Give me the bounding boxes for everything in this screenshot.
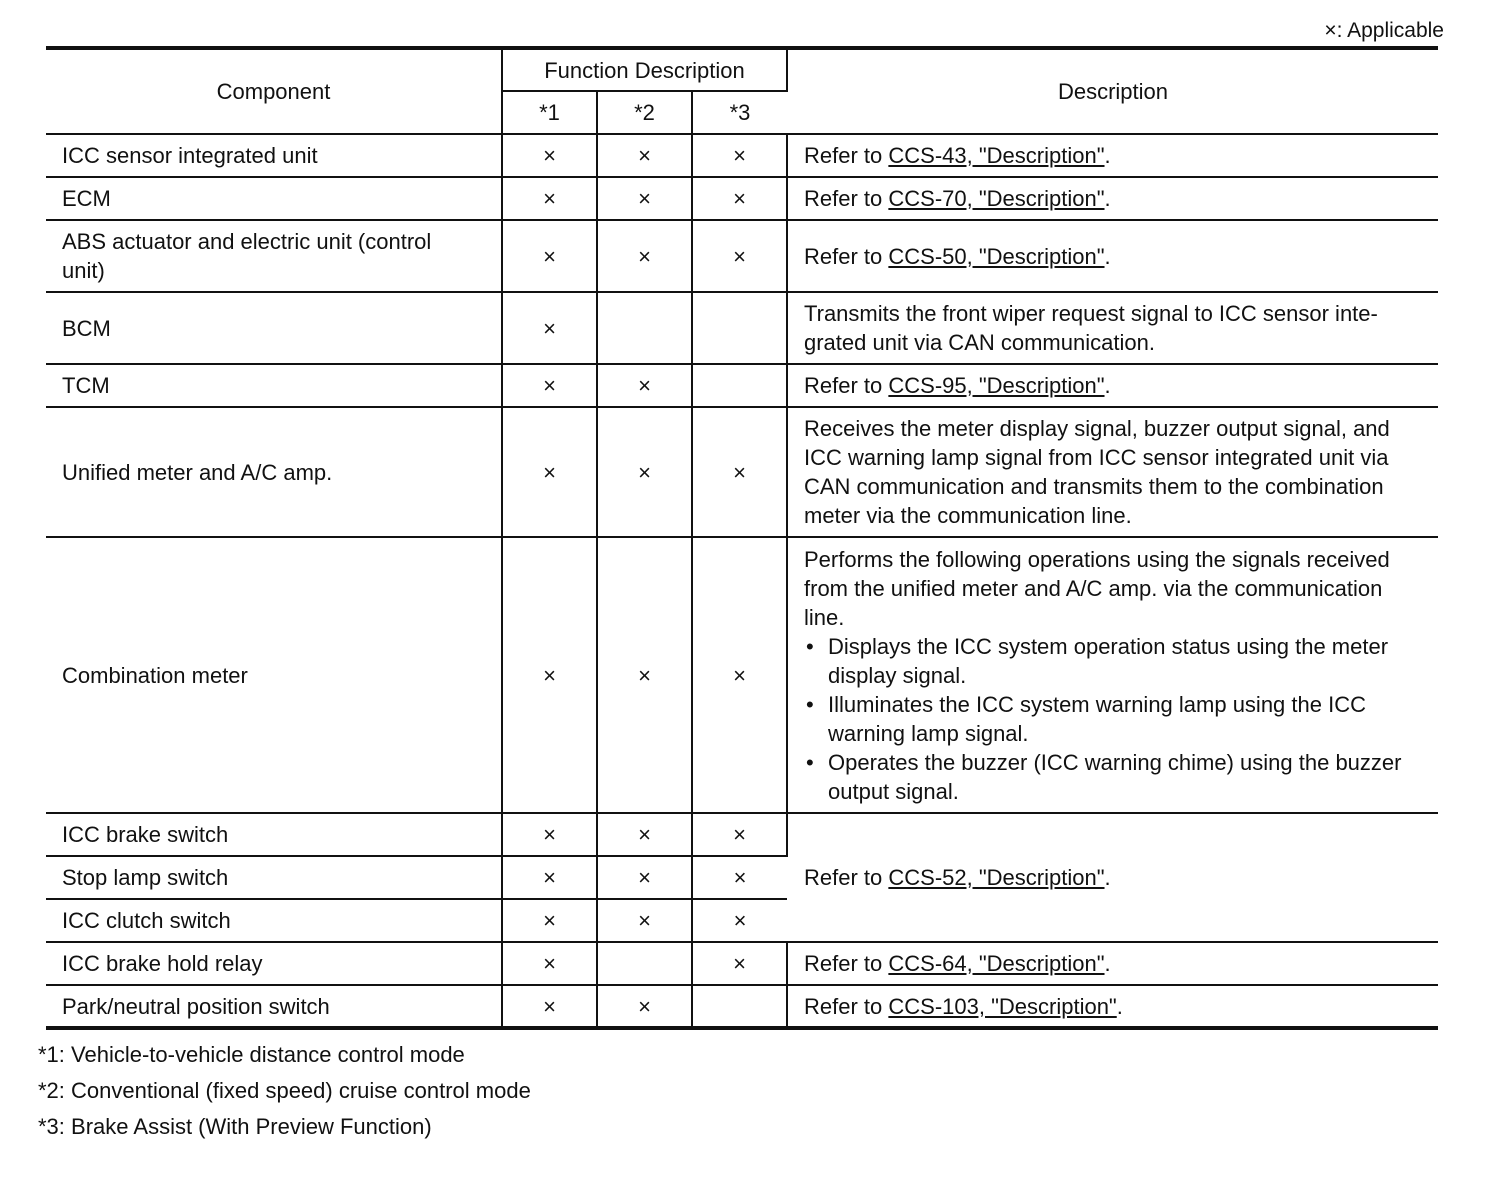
- bullet-item: • Illuminates the ICC system warning lamp using the ICC warning lamp signal.: [804, 690, 1424, 748]
- applicable-mark: ×: [733, 186, 746, 211]
- applicable-mark: ×: [733, 865, 747, 890]
- component-cell: ICC brake hold relay: [46, 942, 502, 985]
- applicable-mark: ×: [543, 459, 556, 485]
- applicable-mark: ×: [733, 908, 747, 933]
- mode-1-header: *1: [502, 91, 597, 134]
- applicable-mark: ×: [733, 951, 746, 976]
- mode-2-cell: [597, 292, 692, 364]
- reference-link[interactable]: CCS-52, "Description": [888, 865, 1105, 890]
- description-cell: [787, 177, 1438, 220]
- reference-link[interactable]: CCS-64, "Description": [888, 951, 1105, 976]
- applicable-mark: ×: [733, 143, 746, 168]
- refer-suffix: .: [1104, 186, 1111, 211]
- mode-3-cell: [692, 292, 787, 364]
- table-row: [46, 134, 1438, 177]
- refer-prefix: Refer to: [804, 993, 889, 1019]
- reference-link[interactable]: CCS-43, "Description": [888, 143, 1105, 168]
- applicable-mark: ×: [543, 143, 556, 168]
- mode-3-cell: [692, 537, 787, 813]
- mode-1-cell: [502, 220, 597, 292]
- refer-prefix: Refer to: [804, 951, 889, 976]
- mode-2-cell: [597, 177, 692, 220]
- mode-1-cell: [502, 856, 597, 899]
- mode-1-cell: [502, 134, 597, 177]
- mode-2-cell: [597, 985, 692, 1028]
- bullet-item: • Displays the ICC system operation status using the meter display signal.: [804, 632, 1424, 690]
- reference-link[interactable]: CCS-70, "Description": [888, 186, 1105, 211]
- applicable-mark: ×: [638, 908, 651, 933]
- applicable-mark: ×: [733, 822, 746, 847]
- applicable-legend: ×: Applicable: [1324, 19, 1444, 42]
- component-cell: ICC sensor integrated unit: [46, 134, 502, 177]
- table-row: [46, 537, 1438, 813]
- footnote: *2: Conventional (fixed speed) cruise control mode: [38, 1078, 531, 1103]
- description-cell: [787, 407, 1438, 537]
- refer-prefix: Refer to: [804, 243, 889, 269]
- component-cell: ECM: [46, 177, 502, 220]
- description-cell: [787, 985, 1438, 1028]
- applicable-mark: ×: [543, 865, 556, 890]
- description-cell: [787, 292, 1438, 364]
- mode-3-cell: [692, 177, 787, 220]
- mode-1-cell: [502, 364, 597, 407]
- mode-2-cell: [597, 813, 692, 856]
- applicable-mark: ×: [638, 459, 651, 485]
- description-text: Transmits the front wiper request signal to ICC sensor inte-grated unit via CAN communication.: [804, 301, 1378, 355]
- mode-3-cell: [692, 942, 787, 985]
- component-cell: Unified meter and A/C amp.: [46, 407, 502, 537]
- mode-1-cell: [502, 899, 597, 942]
- description-cell: [787, 813, 1438, 942]
- applicable-mark: ×: [638, 373, 651, 398]
- mode-1-cell: [502, 537, 597, 813]
- table-row: [46, 813, 1438, 856]
- applicable-mark: ×: [543, 662, 556, 688]
- applicable-mark: ×: [638, 822, 651, 847]
- mode-2-cell: [597, 942, 692, 985]
- applicable-mark: ×: [638, 243, 651, 269]
- mode-2-cell: [597, 407, 692, 537]
- description-cell: [787, 537, 1438, 813]
- description-bullets: [804, 632, 1424, 806]
- description-cell: [787, 220, 1438, 292]
- refer-prefix: Refer to: [804, 143, 889, 168]
- refer-suffix: .: [1104, 951, 1111, 976]
- mode-3-cell: [692, 985, 787, 1028]
- component-cell: Park/neutral position switch: [46, 985, 502, 1028]
- mode-1-cell: [502, 292, 597, 364]
- component-cell: TCM: [46, 364, 502, 407]
- mode-3-cell: [692, 407, 787, 537]
- refer-suffix: .: [1104, 143, 1111, 168]
- component-cell: ICC brake switch: [46, 813, 502, 856]
- component-cell: ABS actuator and electric unit (control unit): [46, 220, 502, 292]
- refer-prefix: Refer to: [804, 373, 889, 398]
- mode-3-cell: [692, 220, 787, 292]
- component-function-table: [46, 46, 1438, 1030]
- applicable-mark: ×: [543, 315, 556, 341]
- mode-1-cell: [502, 942, 597, 985]
- footnote: *1: Vehicle-to-vehicle distance control mode: [38, 1042, 465, 1067]
- applicable-mark: ×: [733, 662, 746, 688]
- table-row: [46, 364, 1438, 407]
- applicable-mark: ×: [733, 243, 746, 269]
- table-row: [46, 292, 1438, 364]
- component-cell: BCM: [46, 292, 502, 364]
- applicable-mark: ×: [638, 865, 651, 890]
- description-cell: [787, 134, 1438, 177]
- mode-3-cell: [692, 134, 787, 177]
- description-header: Description: [787, 48, 1438, 134]
- applicable-mark: ×: [638, 143, 651, 168]
- footnotes: [38, 1040, 531, 1148]
- description-cell: [787, 364, 1438, 407]
- mode-3-cell: [692, 813, 787, 856]
- mode-3-cell: [692, 364, 787, 407]
- mode-1-cell: [502, 985, 597, 1028]
- applicable-mark: ×: [638, 993, 651, 1019]
- mode-2-cell: [597, 364, 692, 407]
- refer-prefix: Refer to: [804, 865, 889, 890]
- function-description-header: Function Description: [502, 48, 787, 91]
- mode-2-cell: [597, 134, 692, 177]
- description-text: Performs the following operations using the signals received from the unified meter and A/C amp. via the communication line.: [804, 546, 1390, 630]
- refer-suffix: .: [1104, 243, 1111, 269]
- refer-prefix: Refer to: [804, 186, 889, 211]
- applicable-mark: ×: [543, 822, 556, 847]
- mode-2-cell: [597, 856, 692, 899]
- mode-1-cell: [502, 407, 597, 537]
- reference-link[interactable]: CCS-103, "Description": [888, 993, 1117, 1019]
- table-row: [46, 407, 1438, 537]
- reference-link[interactable]: CCS-95, "Description": [888, 373, 1105, 398]
- refer-suffix: .: [1104, 373, 1111, 398]
- table-row: [46, 220, 1438, 292]
- applicable-mark: ×: [638, 186, 651, 211]
- mode-2-header: *2: [597, 91, 692, 134]
- applicable-mark: ×: [543, 908, 556, 933]
- mode-3-header: *3: [692, 91, 787, 134]
- mode-3-cell: [692, 899, 787, 942]
- component-cell: Stop lamp switch: [46, 856, 502, 899]
- mode-2-cell: [597, 537, 692, 813]
- bullet-item: • Operates the buzzer (ICC warning chime) using the buzzer output signal.: [804, 748, 1424, 806]
- description-text: Receives the meter display signal, buzzer output signal, and ICC warning lamp signal from ICC sensor integrated unit via CAN communication and transmits them to the combination meter via the communication line.: [804, 416, 1390, 528]
- mode-2-cell: [597, 220, 692, 292]
- component-cell: ICC clutch switch: [46, 899, 502, 942]
- description-cell: [787, 942, 1438, 985]
- applicable-mark: ×: [733, 459, 746, 485]
- applicable-mark: ×: [543, 186, 556, 211]
- applicable-mark: ×: [543, 993, 556, 1019]
- table-row: [46, 985, 1438, 1028]
- reference-link[interactable]: CCS-50, "Description": [888, 243, 1105, 269]
- table-row: [46, 942, 1438, 985]
- applicable-mark: ×: [543, 951, 556, 976]
- mode-2-cell: [597, 899, 692, 942]
- footnote: *3: Brake Assist (With Preview Function): [38, 1114, 432, 1139]
- component-cell: Combination meter: [46, 537, 502, 813]
- refer-suffix: .: [1116, 993, 1123, 1019]
- mode-1-cell: [502, 177, 597, 220]
- component-header: Component: [46, 48, 502, 134]
- applicable-mark: ×: [638, 662, 651, 688]
- applicable-mark: ×: [543, 373, 556, 398]
- mode-3-cell: [692, 856, 787, 899]
- mode-1-cell: [502, 813, 597, 856]
- table-row: [46, 177, 1438, 220]
- refer-suffix: .: [1104, 865, 1111, 890]
- applicable-mark: ×: [543, 243, 556, 269]
